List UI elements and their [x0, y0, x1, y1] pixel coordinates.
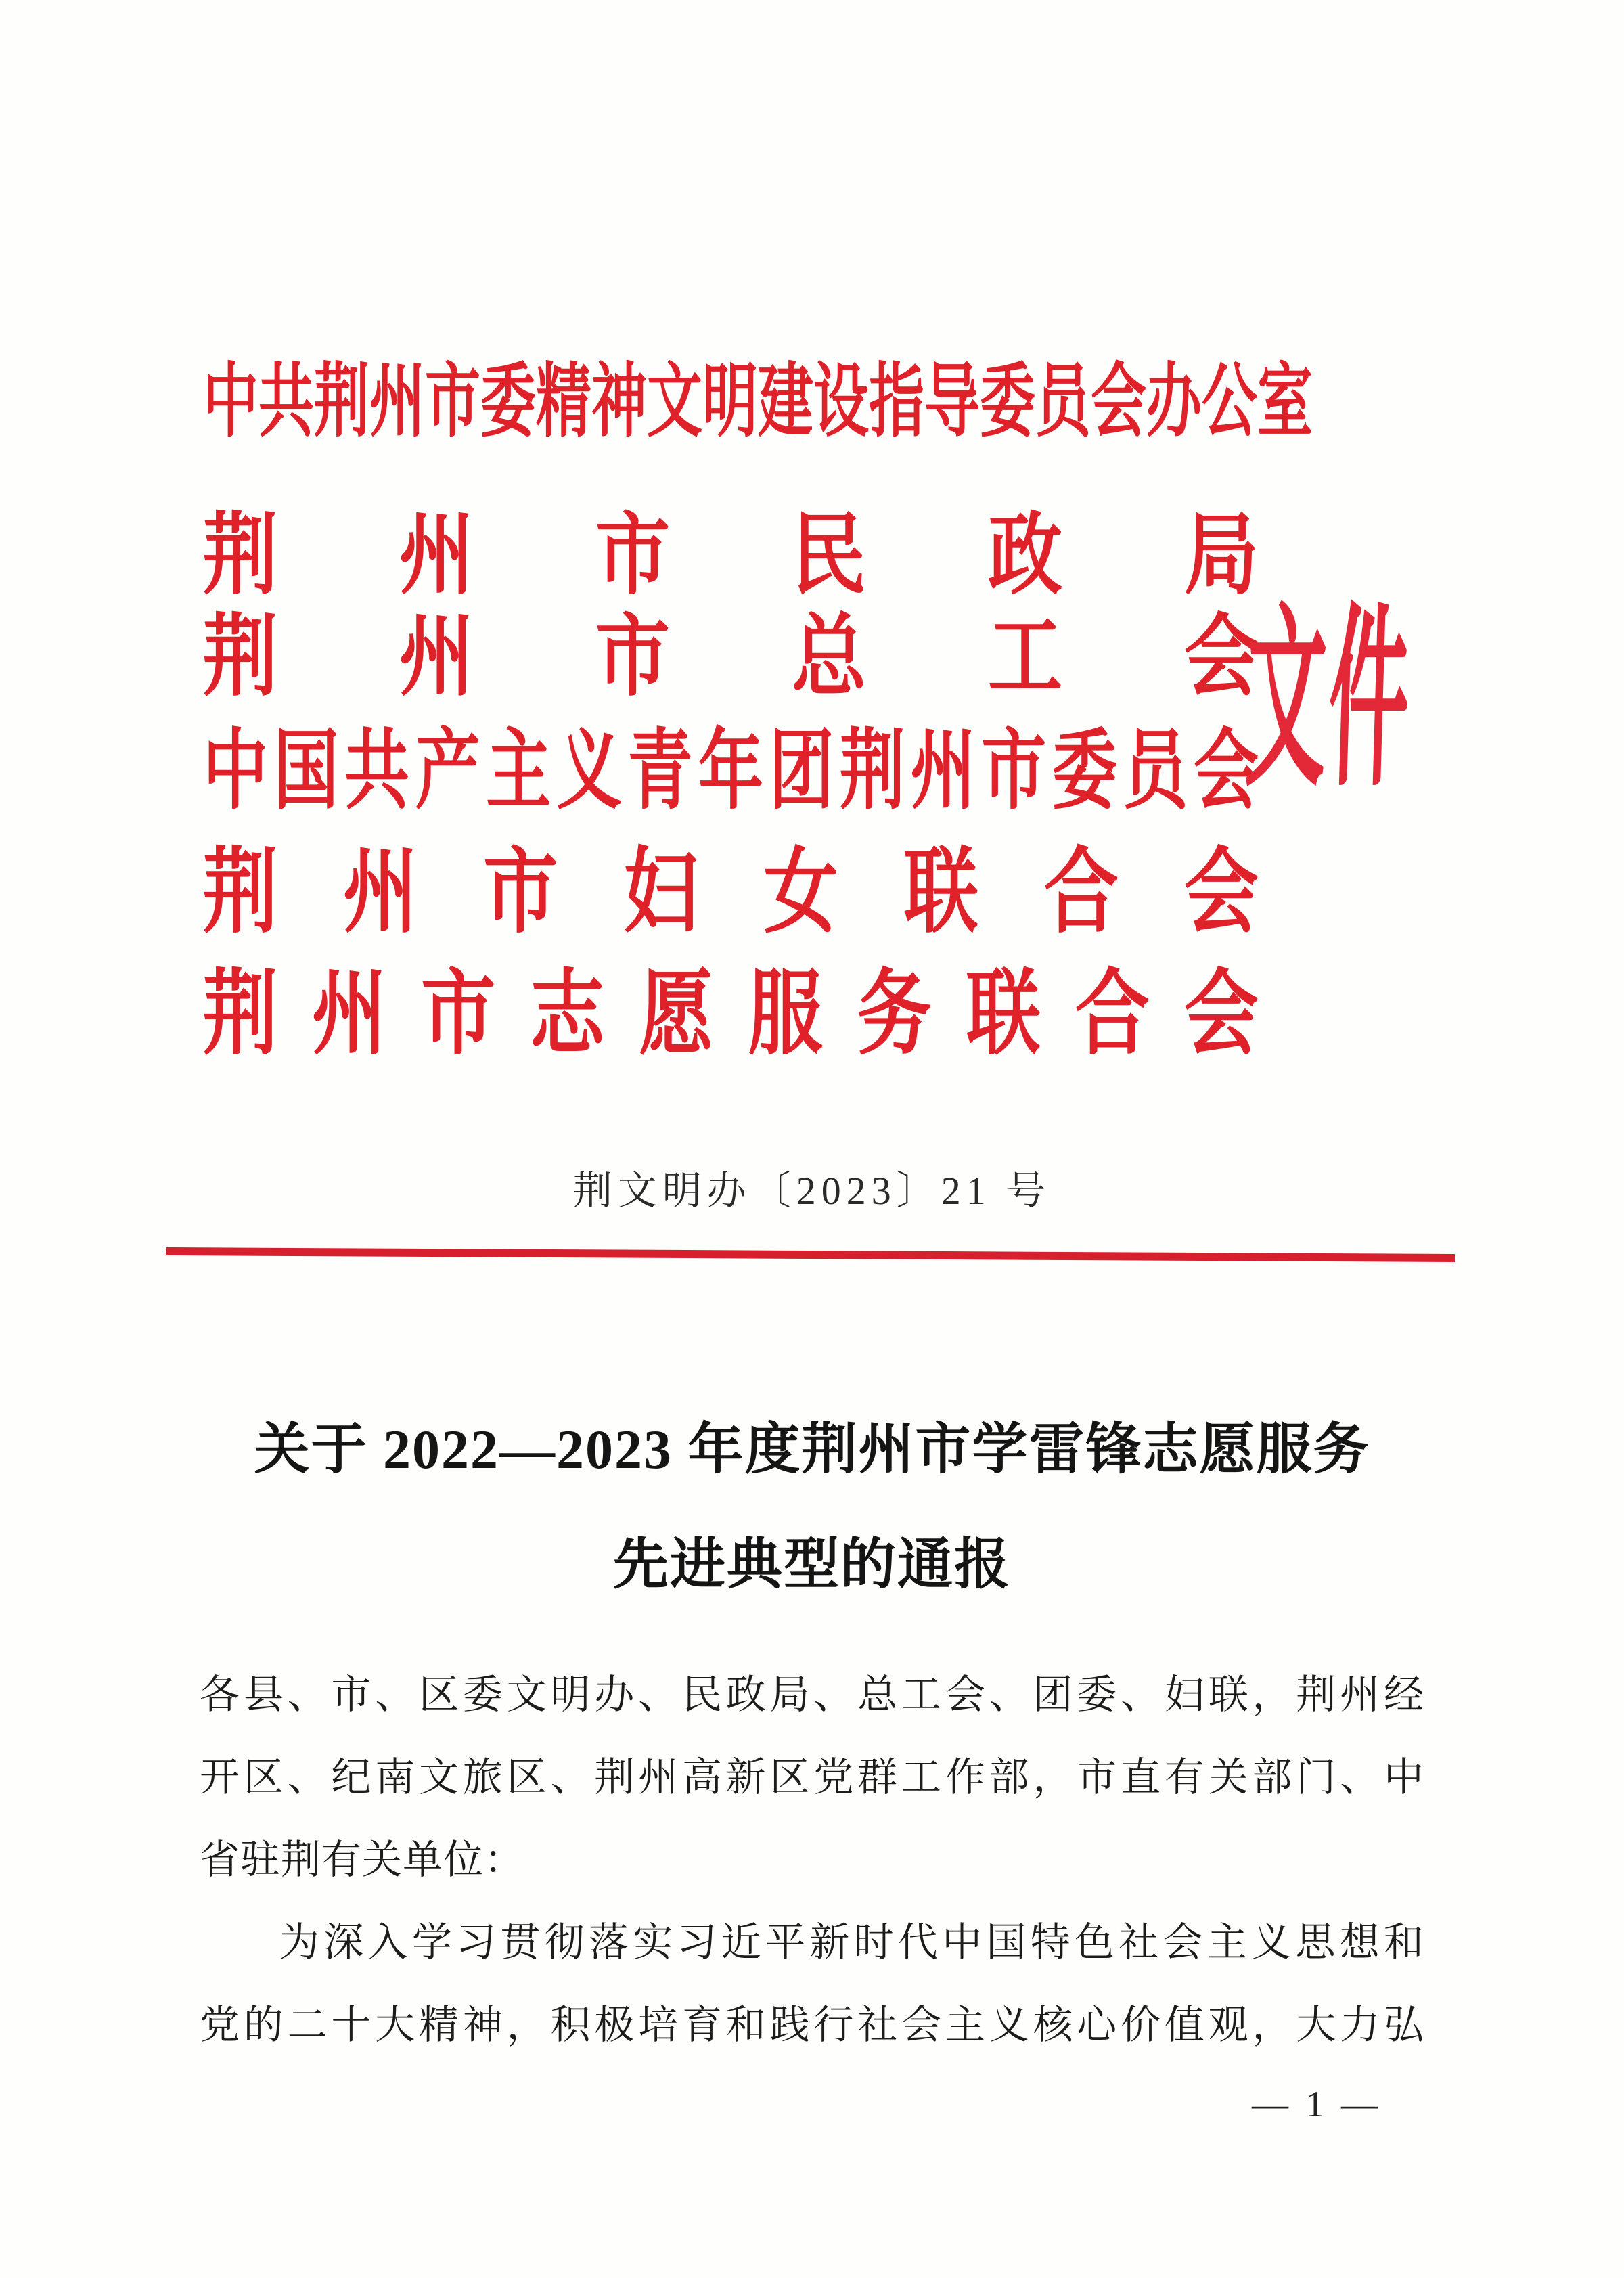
body-paragraph-line-1: 为深入学习贯彻落实习近平新时代中国特色社会主义思想和 — [279, 1920, 1424, 1965]
letterhead-org-womens-federation: 荆州市妇女联合会 — [203, 841, 1259, 944]
body-recipients-line-2: 开区、纪南文旅区、荆州高新区党群工作部，市直有关部门、中 — [200, 1755, 1424, 1800]
body-recipients-line-3: 省驻荆有关单位： — [200, 1837, 525, 1882]
doc-type-mark: 文件 — [1243, 592, 1415, 810]
doc-title-line-2: 先进典型的通报 — [612, 1534, 1011, 1595]
letterhead-org-trade-union: 荆州市总工会 — [203, 607, 1259, 707]
letterhead-org-youth-league: 中国共产主义青年团荆州市委员会 — [203, 721, 1259, 820]
letterhead-org-volunteer-federation: 荆州市志愿服务联合会 — [203, 962, 1259, 1066]
doc-title-line-1: 关于 2022—2023 年度荆州市学雷锋志愿服务 — [254, 1419, 1370, 1480]
body-paragraph-line-2: 党的二十大精神，积极培育和践行社会主义核心价值观，大力弘 — [200, 2003, 1424, 2047]
doc-number: 荆文明办〔2023〕21 号 — [572, 1169, 1052, 1213]
letterhead-office-line: 中共荆州市委精神文明建设指导委员会办公室 — [203, 357, 1313, 447]
body-recipients-line-1: 各县、市、区委文明办、民政局、总工会、团委、妇联，荆州经 — [200, 1672, 1424, 1717]
red-separator-line — [166, 1247, 1455, 1262]
page-number: — 1 — — [1252, 2084, 1382, 2124]
letterhead-org-civil-affairs: 荆州市民政局 — [203, 506, 1259, 606]
